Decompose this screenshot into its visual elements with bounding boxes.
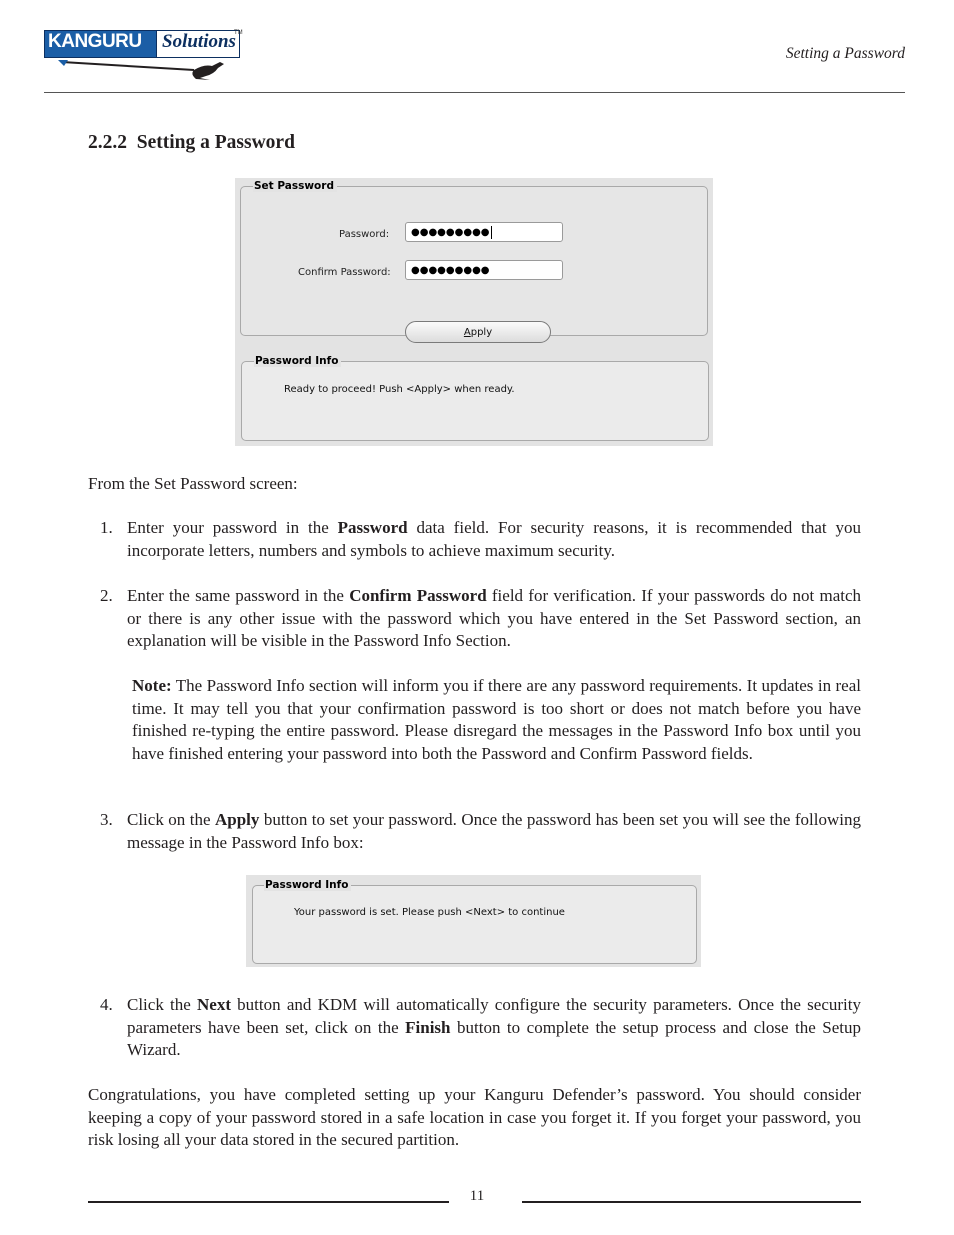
running-header-title: Setting a Password <box>785 45 905 62</box>
step-4-text <box>127 994 861 1062</box>
apply-mnemonic: A <box>463 327 471 338</box>
note-paragraph <box>132 675 861 765</box>
password-info-legend-2: Password Info <box>264 879 351 891</box>
confirm-password-field[interactable] <box>405 260 563 280</box>
step-2-text <box>127 585 861 653</box>
step-3-text <box>127 809 861 854</box>
step-4-bold-next: Next <box>197 995 231 1014</box>
logo-sub-text: Solutions <box>162 31 236 52</box>
step-4-number: 4. <box>100 995 113 1014</box>
step-1-bold: Password <box>337 518 408 537</box>
note-label: Note: <box>132 676 172 695</box>
section-heading <box>88 132 295 154</box>
password-label: Password: <box>339 229 390 240</box>
password-field[interactable] <box>405 222 563 242</box>
step-1-text <box>127 517 861 562</box>
password-info-legend: Password Info <box>254 355 341 367</box>
password-set-message: Your password is set. Please push <Next> to continue <box>294 907 565 918</box>
kangaroo-icon <box>44 54 240 82</box>
header-rule <box>44 92 905 93</box>
password-info-group-2 <box>252 885 697 964</box>
note-text: The Password Info section will inform you if there are any password requirements. It updates in real time. It may tell you that your confirmation password is too short or does not match before you have finished re-typing the entire password. Please disregard the messages in the Password Info box until you have finished entering your password into both the Password and Confirm Password fields. <box>132 676 861 763</box>
step-4-bold-finish: Finish <box>405 1017 451 1037</box>
kanguru-logo <box>44 28 243 82</box>
step-3-number: 3. <box>100 810 113 829</box>
section-title: Setting a Password <box>136 132 295 153</box>
confirm-password-label: Confirm Password: <box>298 267 391 278</box>
step-1-text-c: data field. For security reasons, it is recommended that you incorporate letters, numbers and symbols to achieve maximum security. <box>127 518 861 560</box>
step-3-text-c: button to set your password. Once the password has been set you will see the following message in the Password Info box: <box>127 810 861 852</box>
step-2-text-a: Enter the same password in the <box>127 586 350 605</box>
intro-text: From the Set Password screen: <box>88 474 298 493</box>
apply-button[interactable] <box>405 321 551 343</box>
step-1-text-a: Enter your password in the <box>127 518 338 537</box>
step-3-bold: Apply <box>214 810 260 829</box>
step-4-text-c: button and KDM will automatically configure the security parameters. Once the security parameters have been set, click on the <box>127 995 861 1037</box>
step-1-number: 1. <box>100 518 113 537</box>
logo-brand-text: KANGURU <box>48 31 142 52</box>
text-caret <box>491 226 492 239</box>
set-password-screenshot <box>235 178 713 446</box>
footer-rule-right <box>522 1201 861 1203</box>
set-password-legend: Set Password <box>253 180 337 192</box>
password-info-message: Ready to proceed! Push <Apply> when ready. <box>284 384 515 395</box>
password-info-group <box>241 361 709 441</box>
closing-paragraph: Congratulations, you have completed setting up your Kanguru Defender’s password. You should consider keeping a copy of your password stored in a safe location in case you forget it. If you forget your password, you risk losing all your data stored in the secured partition. <box>88 1085 861 1149</box>
step-2-text-c: field for verification. If your passwords do not match or there is any other issue with the password which you have entered in the Set Password section, an explanation will be visible in the Password Info Section. <box>127 586 862 650</box>
password-value: ●●●●●●●●● <box>411 227 490 238</box>
apply-label-rest: pply <box>470 327 493 338</box>
password-set-screenshot <box>246 875 701 967</box>
step-2-bold: Confirm Password <box>349 586 487 605</box>
section-number: 2.2.2 <box>88 132 127 153</box>
confirm-password-value: ●●●●●●●●● <box>411 265 490 276</box>
page-number: 11 <box>469 1188 485 1204</box>
step-3-text-a: Click on the <box>127 810 215 829</box>
logo-trademark: TM <box>234 30 243 36</box>
step-4-text-a: Click the <box>127 995 197 1014</box>
step-4-text-e: button to complete the setup process and close the Setup Wizard. <box>127 1017 862 1059</box>
step-2-number: 2. <box>100 586 113 605</box>
